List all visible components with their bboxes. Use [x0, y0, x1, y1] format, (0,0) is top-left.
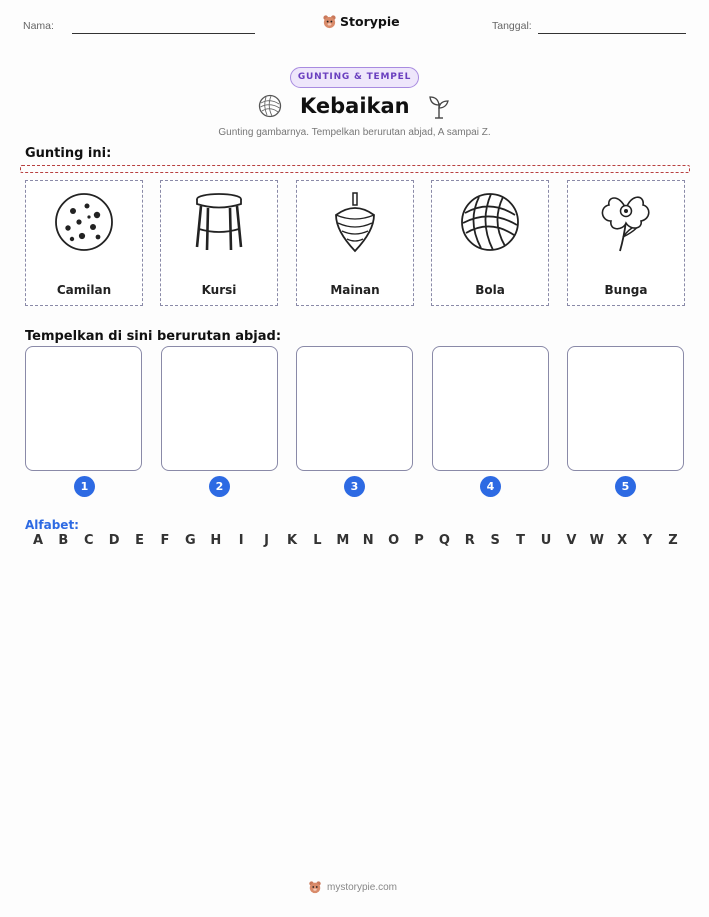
- card-label: Mainan: [330, 283, 380, 297]
- cut-card-kursi[interactable]: [160, 180, 278, 306]
- alphabet-letter: N: [362, 533, 374, 548]
- alphabet-letter: A: [32, 533, 44, 548]
- alphabet-letter: R: [464, 533, 475, 548]
- yarn-ball-icon: [258, 94, 282, 118]
- alphabet-letter: U: [540, 533, 552, 548]
- cut-line: [20, 165, 690, 173]
- alphabet-letter: K: [286, 533, 298, 548]
- card-label: Bola: [475, 283, 505, 297]
- alphabet-letter: M: [336, 533, 350, 548]
- stool-icon: [188, 191, 250, 253]
- alphabet-letter: L: [313, 533, 322, 548]
- alphabet-title: Alfabet:: [25, 518, 79, 532]
- alphabet-letter: C: [84, 533, 94, 548]
- brand-name: Storypie: [340, 14, 400, 29]
- activity-badge: GUNTING & TEMPEL: [290, 67, 419, 88]
- storypie-logo-icon: [308, 880, 322, 894]
- slot-number-badge: 1: [74, 476, 95, 497]
- alphabet-letter: F: [160, 533, 170, 548]
- cut-section-title: Gunting ini:: [25, 146, 112, 161]
- paste-slot-4[interactable]: [432, 346, 549, 471]
- alphabet-letter: G: [185, 533, 196, 548]
- alphabet-letter: Y: [642, 533, 653, 548]
- alphabet-letter: W: [589, 533, 604, 548]
- footer-url[interactable]: mystorypie.com: [327, 881, 398, 893]
- alphabet-letter: V: [566, 533, 577, 548]
- alphabet-letter: S: [490, 533, 500, 548]
- alphabet-letter: T: [516, 533, 526, 548]
- paste-section-title: Tempelkan di sini berurutan abjad:: [25, 329, 282, 344]
- flower-icon: [595, 191, 657, 253]
- instructions: Gunting gambarnya. Tempelkan berurutan abjad, A sampai Z.: [218, 127, 491, 138]
- storypie-logo: [322, 14, 400, 29]
- alphabet-letter: H: [210, 533, 222, 548]
- alphabet-letter: J: [264, 533, 270, 548]
- alphabet-letter: B: [58, 533, 69, 548]
- cut-card-camilan[interactable]: [25, 180, 143, 306]
- card-label: Camilan: [56, 283, 112, 297]
- storypie-logo-icon: [322, 14, 337, 29]
- date-label: Tanggal:: [492, 20, 532, 32]
- alphabet-letter: X: [617, 533, 628, 548]
- cut-card-bola[interactable]: [431, 180, 549, 306]
- slot-number-badge: 2: [209, 476, 230, 497]
- name-line[interactable]: [72, 33, 255, 34]
- footer: [308, 880, 397, 894]
- alphabet-letter: P: [414, 533, 424, 548]
- paste-slot-5[interactable]: [567, 346, 684, 471]
- card-label: Kursi: [201, 283, 237, 297]
- slot-number-badge: 3: [344, 476, 365, 497]
- sprout-icon: [427, 93, 451, 119]
- alphabet-letter: E: [135, 533, 145, 548]
- date-line[interactable]: [538, 33, 686, 34]
- card-label: Bunga: [604, 283, 648, 297]
- spinning-top-icon: [324, 191, 386, 253]
- name-label: Nama:: [23, 20, 54, 32]
- paste-slot-3[interactable]: [296, 346, 413, 471]
- page-title: Kebaikan: [300, 94, 410, 118]
- paste-slot-2[interactable]: [161, 346, 278, 471]
- alphabet-letter: Z: [668, 533, 678, 548]
- alphabet-letter: D: [108, 533, 120, 548]
- alphabet-letter: I: [238, 533, 244, 548]
- cookie-icon: [53, 191, 115, 253]
- cut-card-mainan[interactable]: [296, 180, 414, 306]
- slot-number-badge: 5: [615, 476, 636, 497]
- yarn-ball-icon: [459, 191, 521, 253]
- cut-card-bunga[interactable]: [567, 180, 685, 306]
- paste-slot-1[interactable]: [25, 346, 142, 471]
- alphabet-letter: O: [388, 533, 400, 548]
- slot-number-badge: 4: [480, 476, 501, 497]
- alphabet-letter: Q: [438, 533, 450, 548]
